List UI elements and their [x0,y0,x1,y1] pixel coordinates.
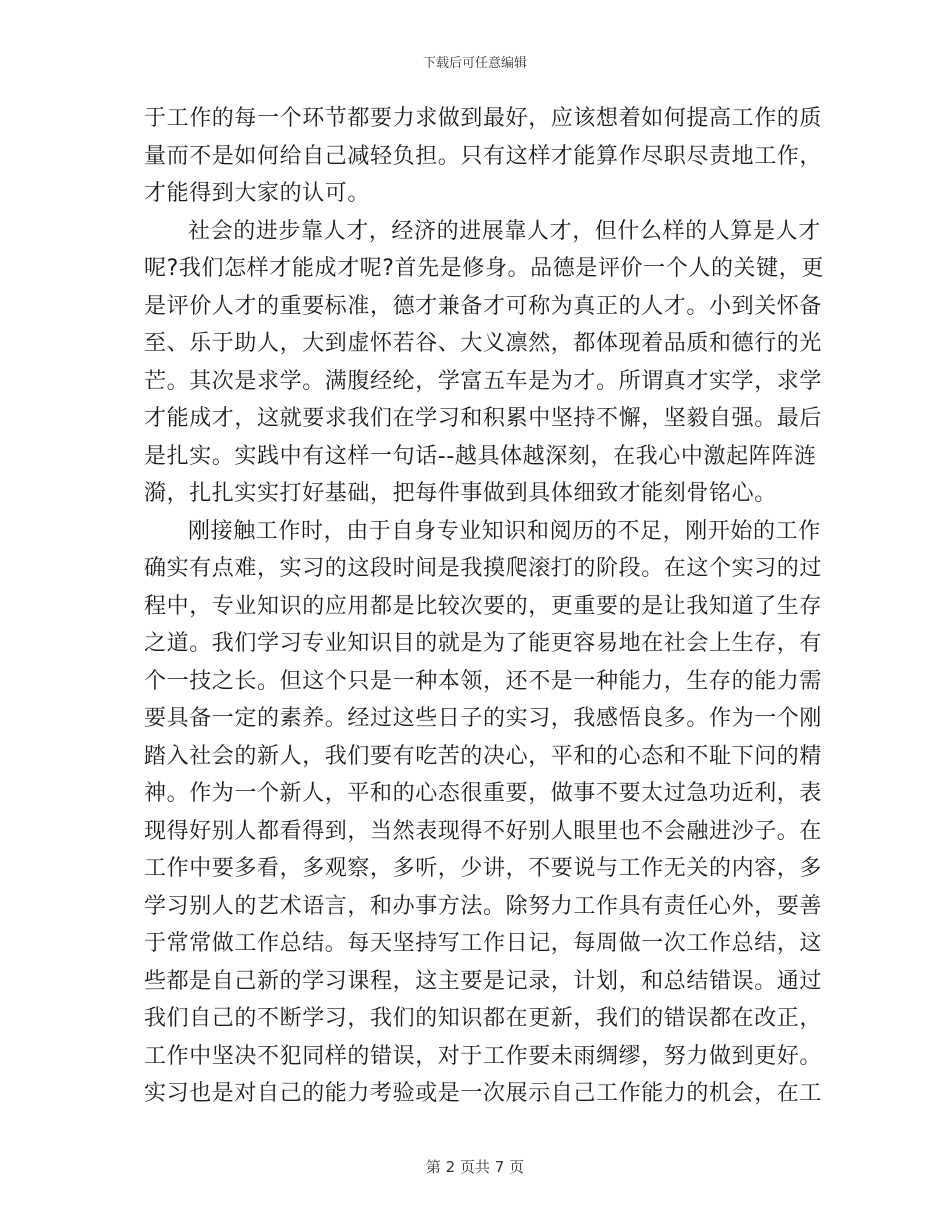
paragraph-3 [144,513,823,1113]
text-line: 漪，扎扎实实打好基础，把每件事做到具体细致才能刻骨铭心。 [144,481,777,506]
text-line: 实习也是对自己的能力考验或是一次展示自己工作能力的机会，在工 [144,1081,823,1106]
text-line: 于常常做工作总结。每天坚持写工作日记，每周做一次工作总结，这 [144,931,823,956]
text-line: 程中，专业知识的应用都是比较次要的，更重要的是让我知道了生存 [144,593,823,619]
paragraph-2 [144,213,824,513]
text-line: 我们自己的不断学习，我们的知识都在更新，我们的错误都在改正， [144,1006,823,1031]
text-line: 才能成才，这就要求我们在学习和积累中坚持不懈，坚毅自强。最后 [144,406,823,431]
document-body [144,100,824,1113]
text-line: 社会的进步靠人才，经济的进展靠人才，但什么样的人算是人才 [188,218,821,244]
text-line: 是评价人才的重要标准，德才兼备才可称为真正的人才。小到关怀备 [144,293,823,319]
page-indicator: 第 2 页共 7 页 [425,1158,525,1176]
text-line: 些都是自己新的学习课程，这主要是记录，计划，和总结错误。通过 [144,968,823,994]
text-line: 才能得到大家的认可。 [144,181,371,206]
text-line: 确实有点难，实习的这段时间是我摸爬滚打的阶段。在这个实习的过 [144,556,823,581]
page-header: 下载后可任意编辑 [422,56,527,71]
text-line: 要具备一定的素养。经过这些日子的实习，我感悟良多。作为一个刚 [144,706,823,731]
text-line: 是扎实。实践中有这样一句话--越具体越深刻，在我心中激起阵阵涟 [144,443,817,469]
text-line: 学习别人的艺术语言，和办事方法。除努力工作具有责任心外，要善 [144,893,823,919]
text-line: 至、乐于助人，大到虚怀若谷、大义凛然，都体现着品质和德行的光 [144,331,823,356]
text-line: 工作中要多看，多观察，多听，少讲，不要说与工作无关的内容，多 [144,856,823,881]
text-line: 神。作为一个新人，平和的心态很重要，做事不要太过急功近利，表 [144,781,823,806]
text-line: 芒。其次是求学。满腹经纶，学富五车是为才。所谓真才实学，求学 [144,368,823,394]
text-line: 之道。我们学习专业知识目的就是为了能更容易地在社会上生存，有 [144,631,823,656]
text-line: 量而不是如何给自己减轻负担。只有这样才能算作尽职尽责地工作， [144,143,823,169]
text-line: 于工作的每一个环节都要力求做到最好，应该想着如何提高工作的质 [144,106,823,131]
text-line: 工作中坚决不犯同样的错误，对于工作要未雨绸缪，努力做到更好。 [144,1043,823,1069]
text-line: 呢?我们怎样才能成才呢?首先是修身。品德是评价一个人的关键，更 [144,256,824,281]
text-line: 踏入社会的新人，我们要有吃苦的决心，平和的心态和不耻下问的精 [144,743,823,769]
text-line: 现得好别人都看得到，当然表现得不好别人眼里也不会融进沙子。在 [144,818,823,844]
text-line: 个一技之长。但这个只是一种本领，还不是一种能力，生存的能力需 [144,668,823,694]
text-line: 刚接触工作时，由于自身专业知识和阅历的不足，刚开始的工作 [188,518,821,544]
paragraph-1 [144,100,823,213]
